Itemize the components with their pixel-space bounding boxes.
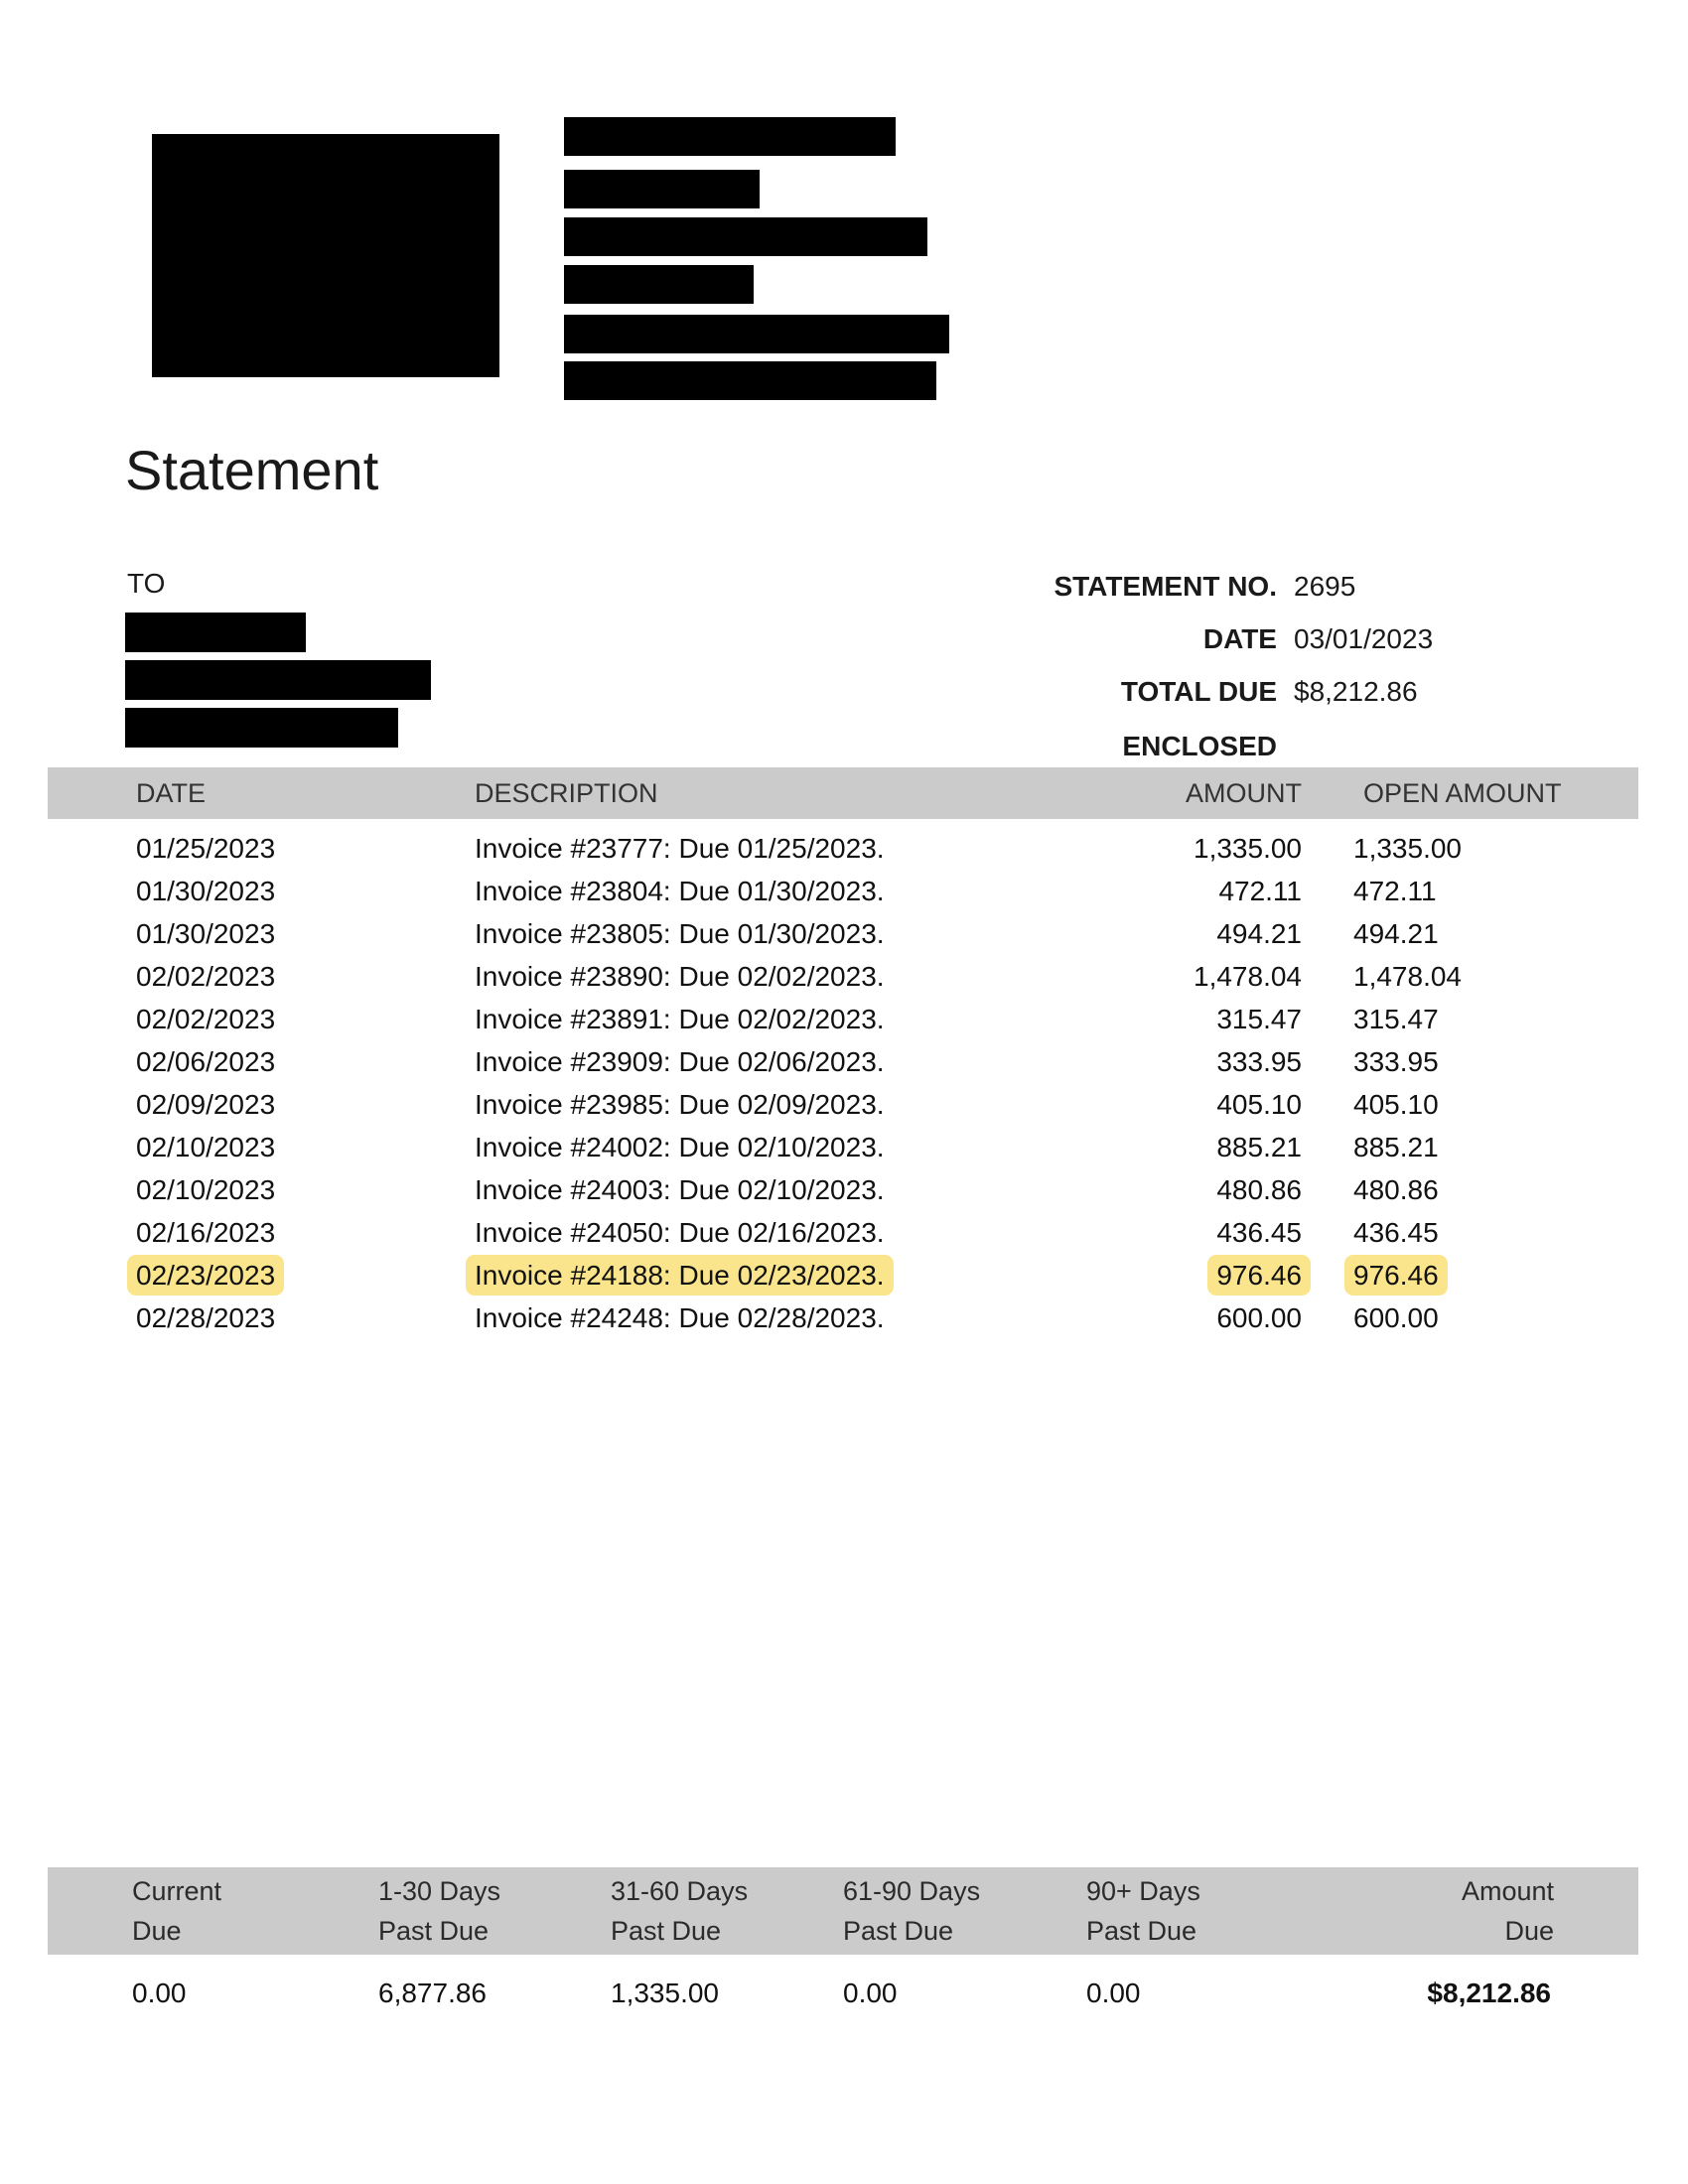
- invoice-amount-text: 1,478.04: [1194, 960, 1302, 992]
- invoice-amount-text: 494.21: [1216, 917, 1302, 949]
- total-due-label: TOTAL DUE: [1120, 676, 1277, 707]
- redacted-recipient-line: [125, 708, 398, 748]
- statement-date-row: [844, 624, 1589, 654]
- table-row: [48, 827, 1638, 870]
- invoice-open-amount: [1302, 1260, 1638, 1292]
- table-row: [48, 1040, 1638, 1083]
- invoice-amount: [1041, 833, 1302, 865]
- statement-date-label: DATE: [1202, 623, 1277, 654]
- invoice-date-text: 02/09/2023: [136, 1088, 276, 1120]
- invoice-table-header: [48, 767, 1638, 819]
- total-due-row: [844, 677, 1589, 707]
- invoice-description-text: Invoice #23891: Due 02/02/2023.: [475, 1003, 885, 1034]
- aging-header-line2: Past Due: [378, 1916, 490, 1946]
- invoice-description-text: Invoice #23777: Due 01/25/2023.: [475, 832, 885, 864]
- invoice-description-text: Invoice #23890: Due 02/02/2023.: [475, 960, 885, 992]
- table-row: [48, 870, 1638, 912]
- invoice-description: [475, 961, 1041, 993]
- invoice-amount: [1041, 1174, 1302, 1206]
- aging-header-line2: Past Due: [611, 1916, 722, 1946]
- invoice-description: [475, 1046, 1041, 1078]
- invoice-date-text: 01/30/2023: [136, 917, 276, 949]
- invoice-description-text: Invoice #24188: Due 02/23/2023.: [466, 1255, 894, 1296]
- invoice-date-text: 02/10/2023: [136, 1173, 276, 1205]
- invoice-date: [48, 1132, 475, 1163]
- aging-header-line2: Due: [132, 1916, 182, 1946]
- aging-header-line2: Due: [1504, 1916, 1554, 1946]
- aging-header-1-30: [378, 1871, 611, 1955]
- invoice-date-text: 02/06/2023: [136, 1045, 276, 1077]
- invoice-date-text: 02/23/2023: [127, 1255, 284, 1296]
- invoice-date: [48, 1089, 475, 1121]
- aging-header-61-90: [843, 1871, 1086, 1955]
- invoice-open-amount: [1302, 918, 1638, 950]
- aging-value-amount-due: $8,212.86: [1427, 1978, 1551, 2008]
- invoice-open-amount: [1302, 833, 1638, 865]
- invoice-description-text: Invoice #23804: Due 01/30/2023.: [475, 875, 885, 906]
- aging-value-90-plus: 0.00: [1086, 1978, 1141, 2008]
- redacted-sender-line: [564, 265, 754, 304]
- aging-value-61-90: 0.00: [843, 1978, 898, 2008]
- invoice-open-amount-text: 472.11: [1353, 875, 1437, 906]
- invoice-amount: [1041, 1089, 1302, 1121]
- total-due-value: $8,212.86: [1294, 676, 1418, 707]
- invoice-description-text: Invoice #24248: Due 02/28/2023.: [475, 1301, 885, 1333]
- statement-date-value: 03/01/2023: [1294, 623, 1434, 654]
- invoice-date-text: 02/02/2023: [136, 960, 276, 992]
- invoice-open-amount-text: 976.46: [1344, 1255, 1448, 1296]
- invoice-description: [475, 833, 1041, 865]
- invoice-description: [475, 1004, 1041, 1035]
- invoice-open-amount: [1302, 961, 1638, 993]
- redacted-logo: [152, 134, 499, 377]
- aging-table-values: [48, 1978, 1638, 2009]
- invoice-amount-text: 885.21: [1216, 1131, 1302, 1162]
- invoice-open-amount: [1302, 1046, 1638, 1078]
- invoice-open-amount-text: 1,335.00: [1353, 832, 1462, 864]
- aging-header-amount-due: [1335, 1871, 1638, 1955]
- aging-header-line1: 90+ Days: [1086, 1876, 1200, 1906]
- invoice-description-text: Invoice #23985: Due 02/09/2023.: [475, 1088, 885, 1120]
- aging-header-line1: 1-30 Days: [378, 1876, 501, 1906]
- redacted-recipient-line: [125, 613, 306, 652]
- aging-header-line1: Current: [132, 1876, 222, 1906]
- invoice-open-amount: [1302, 876, 1638, 907]
- invoice-date: [48, 876, 475, 907]
- invoice-description-text: Invoice #24002: Due 02/10/2023.: [475, 1131, 885, 1162]
- table-row: [48, 1083, 1638, 1126]
- invoice-date: [48, 1260, 475, 1292]
- invoice-date: [48, 1174, 475, 1206]
- aging-header-90-plus: [1086, 1871, 1335, 1955]
- invoice-open-amount: [1302, 1217, 1638, 1249]
- aging-header-31-60: [611, 1871, 843, 1955]
- invoice-amount-text: 315.47: [1216, 1003, 1302, 1034]
- invoice-description-text: Invoice #24050: Due 02/16/2023.: [475, 1216, 885, 1248]
- table-row: [48, 1126, 1638, 1168]
- invoice-amount-text: 333.95: [1216, 1045, 1302, 1077]
- invoice-description: [475, 1260, 1041, 1292]
- statement-number-label: STATEMENT NO.: [1054, 571, 1277, 602]
- table-row: [48, 955, 1638, 998]
- invoice-date: [48, 961, 475, 993]
- header-open-amount: OPEN AMOUNT: [1363, 777, 1562, 808]
- invoice-date: [48, 1302, 475, 1334]
- redacted-sender-line: [564, 361, 936, 400]
- invoice-open-amount-text: 1,478.04: [1353, 960, 1462, 992]
- header-amount: AMOUNT: [1186, 777, 1302, 808]
- invoice-amount: [1041, 1004, 1302, 1035]
- invoice-amount: [1041, 876, 1302, 907]
- invoice-open-amount-text: 480.86: [1353, 1173, 1439, 1205]
- invoice-date: [48, 833, 475, 865]
- table-row: [48, 1211, 1638, 1254]
- invoice-date-text: 02/02/2023: [136, 1003, 276, 1034]
- invoice-date: [48, 918, 475, 950]
- invoice-open-amount-text: 600.00: [1353, 1301, 1439, 1333]
- invoice-amount-text: 436.45: [1216, 1216, 1302, 1248]
- to-label: TO: [127, 568, 166, 599]
- redacted-recipient-line: [125, 660, 431, 700]
- invoice-amount-text: 1,335.00: [1194, 832, 1302, 864]
- table-row: [48, 998, 1638, 1040]
- table-row: [48, 1297, 1638, 1339]
- invoice-date: [48, 1217, 475, 1249]
- invoice-description: [475, 1132, 1041, 1163]
- table-row: [48, 912, 1638, 955]
- aging-header-current: [48, 1871, 378, 1955]
- invoice-open-amount-text: 405.10: [1353, 1088, 1439, 1120]
- aging-value-1-30: 6,877.86: [378, 1978, 487, 2008]
- enclosed-row: [844, 732, 1589, 761]
- invoice-amount: [1041, 1302, 1302, 1334]
- header-date: DATE: [136, 777, 207, 808]
- enclosed-label: ENCLOSED: [1122, 731, 1277, 761]
- redacted-sender-line: [564, 315, 949, 353]
- invoice-open-amount-text: 885.21: [1353, 1131, 1439, 1162]
- aging-header-line1: Amount: [1461, 1876, 1554, 1906]
- table-row-highlighted: [48, 1254, 1638, 1297]
- invoice-open-amount: [1302, 1302, 1638, 1334]
- page-title: Statement: [125, 439, 379, 501]
- aging-header-line1: 61-90 Days: [843, 1876, 981, 1906]
- statement-number-value: 2695: [1294, 571, 1356, 602]
- table-row: [48, 1168, 1638, 1211]
- statement-number-row: [844, 572, 1589, 602]
- invoice-date-text: 01/30/2023: [136, 875, 276, 906]
- invoice-date-text: 02/10/2023: [136, 1131, 276, 1162]
- invoice-amount: [1041, 918, 1302, 950]
- invoice-description: [475, 918, 1041, 950]
- invoice-open-amount-text: 494.21: [1353, 917, 1439, 949]
- invoice-date: [48, 1004, 475, 1035]
- invoice-description: [475, 1089, 1041, 1121]
- invoice-date-text: 02/16/2023: [136, 1216, 276, 1248]
- invoice-date-text: 01/25/2023: [136, 832, 276, 864]
- invoice-date: [48, 1046, 475, 1078]
- invoice-description: [475, 1302, 1041, 1334]
- invoice-amount: [1041, 1260, 1302, 1292]
- invoice-amount: [1041, 1217, 1302, 1249]
- invoice-amount-text: 976.46: [1207, 1255, 1311, 1296]
- aging-header-line1: 31-60 Days: [611, 1876, 749, 1906]
- aging-table-header: [48, 1867, 1638, 1955]
- redacted-sender-line: [564, 170, 760, 208]
- header-description: DESCRIPTION: [475, 777, 658, 808]
- invoice-description-text: Invoice #24003: Due 02/10/2023.: [475, 1173, 885, 1205]
- invoice-date-text: 02/28/2023: [136, 1301, 276, 1333]
- invoice-open-amount-text: 315.47: [1353, 1003, 1439, 1034]
- invoice-open-amount: [1302, 1089, 1638, 1121]
- invoice-open-amount: [1302, 1174, 1638, 1206]
- aging-value-31-60: 1,335.00: [611, 1978, 719, 2008]
- invoice-amount-text: 472.11: [1218, 875, 1302, 906]
- invoice-amount: [1041, 1046, 1302, 1078]
- invoice-description-text: Invoice #23805: Due 01/30/2023.: [475, 917, 885, 949]
- invoice-open-amount-text: 333.95: [1353, 1045, 1439, 1077]
- invoice-table-body: [48, 827, 1638, 1339]
- aging-header-line2: Past Due: [843, 1916, 954, 1946]
- invoice-open-amount-text: 436.45: [1353, 1216, 1439, 1248]
- invoice-description-text: Invoice #23909: Due 02/06/2023.: [475, 1045, 885, 1077]
- invoice-amount-text: 405.10: [1216, 1088, 1302, 1120]
- aging-value-current: 0.00: [132, 1978, 187, 2008]
- redacted-sender-line: [564, 117, 896, 156]
- redacted-sender-line: [564, 217, 927, 256]
- invoice-open-amount: [1302, 1132, 1638, 1163]
- invoice-amount: [1041, 1132, 1302, 1163]
- aging-header-line2: Past Due: [1086, 1916, 1197, 1946]
- invoice-description: [475, 1174, 1041, 1206]
- invoice-amount-text: 600.00: [1216, 1301, 1302, 1333]
- invoice-description: [475, 876, 1041, 907]
- invoice-description: [475, 1217, 1041, 1249]
- invoice-amount-text: 480.86: [1216, 1173, 1302, 1205]
- invoice-amount: [1041, 961, 1302, 993]
- invoice-open-amount: [1302, 1004, 1638, 1035]
